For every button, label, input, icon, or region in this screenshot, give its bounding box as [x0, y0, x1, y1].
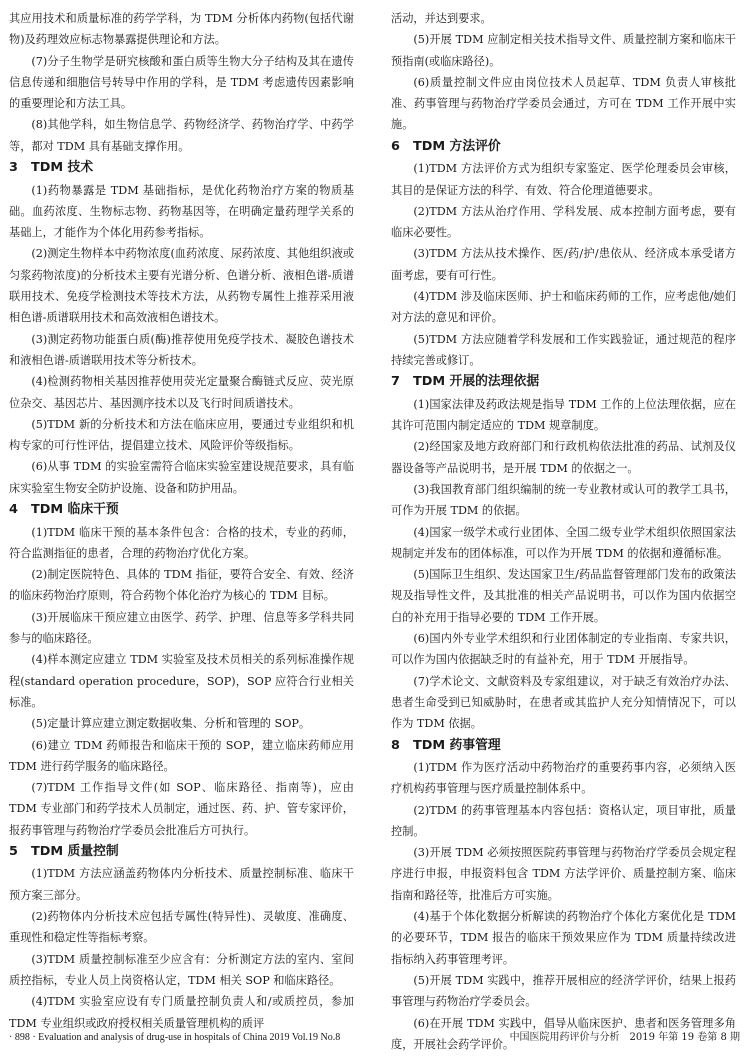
paragraph: (3)TDM 方法从技术操作、医/药/护/患依从、经济成本承受诸方面考虑，要有可行性。 — [391, 247, 736, 282]
section-number: 8 — [391, 737, 400, 753]
paragraph: (5)TDM 方法应随着学科发展和工作实践验证，通过规范的程序持续完善或修订。 — [391, 332, 736, 367]
paragraph: (3)测定药物功能蛋白质(酶)推荐使用免疫学技术、凝胶色谱技术和液相色谱-质谱联用技术等分析技术。 — [9, 332, 354, 367]
section-title: TDM 方法评价 — [413, 138, 501, 154]
section-number: 7 — [391, 374, 400, 390]
paragraph: (2)TDM 的药事管理基本内容包括：资格认定，项目审批，质量控制。 — [391, 803, 736, 838]
paragraph: (5)开展 TDM 应制定相关技术指导文件、质量控制方案和临床干预指南(或临床路径)。 — [391, 33, 736, 68]
paragraph: (2)测定生物样本中药物浓度(血药浓度、尿药浓度、其他组织液或匀浆药物浓度)的分析技术主要有光谱分析、色谱分析、液相色谱-质谱联用技术、免疫学检测技术等技术方法，从药物专属性上推荐采用液相色谱-质谱联用技术和高效液相色谱技术。 — [9, 247, 354, 325]
right-column — [391, 8, 736, 1055]
paragraph: (6)建立 TDM 药师报告和临床干预的 SOP，建立临床药师应用 TDM 进行药学服务的临床路径。 — [9, 738, 354, 773]
paragraph: (1)TDM 方法应涵盖药物体内分析技术、质量控制标准、临床干预方案三部分。 — [9, 867, 354, 902]
paragraph: (4)国家一级学术或行业团体、全国二级专业学术组织依照国家法规制定并发布的团体标准，可以作为开展 TDM 的依据和遵循标准。 — [391, 525, 736, 560]
paragraph: (4)检测药物相关基因推荐使用荧光定量聚合酶链式反应、荧光原位杂交、基因芯片、基因测序技术以及飞行时间质谱技术。 — [9, 375, 354, 410]
paragraph: (1)TDM 作为医疗活动中药物治疗的重要药事内容，必须纳入医疗机构药事管理与医疗质量控制体系中。 — [391, 761, 736, 796]
paragraph: (2)TDM 方法从治疗作用、学科发展、成本控制方面考虑，要有临床必要性。 — [391, 204, 736, 240]
paragraph: (1)TDM 方法评价方式为组织专家鉴定、医学伦理委员会审核，其目的是保证方法的科学、有效、符合伦理道德要求。 — [391, 162, 736, 197]
paragraph: (7)分子生物学是研究核酸和蛋白质等生物大分子结构及其在遗传信息传递和细胞信号转导中作用的学科，是 TDM 考虑遗传因素影响的重要理论和方法工具。 — [9, 54, 354, 111]
section-number: 3 — [9, 160, 18, 176]
section-heading-7 — [391, 371, 736, 394]
section-title: TDM 临床干预 — [31, 502, 119, 518]
paragraph: (7)TDM 工作指导文件(如 SOP、临床路径、指南等)，应由 TDM 专业部门和药学技术人员制定，通过医、药、护、管专家评价，报药事管理与药物治疗学委员会批准后方可执行。 — [9, 781, 354, 837]
paragraph: (1)国家法律及药政法规是指导 TDM 工作的上位法理依据，应在其许可范围内制定适应的 TDM 规章制度。 — [391, 397, 736, 433]
paragraph: (6)从事 TDM 的实验室需符合临床实验室建设规范要求，具有临床实验室生物安全防护设施、设备和防护用品。 — [9, 460, 354, 495]
paragraph: (1)TDM 临床干预的基本条件包含：合格的技术，专业的药师，符合监测指征的患者，合理的药物治疗优化方案。 — [9, 525, 354, 560]
paragraph: (6)在开展 TDM 实践中，倡导从临床医护、患者和医务管理多角度，开展社会药学评价。 — [391, 1016, 736, 1051]
paragraph: (2)药物体内分析技术应包括专属性(特异性)、灵敏度、准确度、重现性和稳定性等指标考察。 — [9, 910, 354, 945]
footer-journal-cn: 中国医院用药评价与分析 2019 年第 19 卷第 8 期 — [509, 1032, 740, 1043]
paragraph: (5)TDM 新的分析技术和方法在临床应用，要通过专业组织和机构专家的可行性评估，提倡建立技术、风险评价等级指标。 — [9, 417, 354, 453]
page-footer — [0, 1028, 750, 1048]
paragraph: (2)制定医院特色、具体的 TDM 指征，要符合安全、有效、经济的临床药物治疗原则，符合药物个体化治疗为核心的 TDM 目标。 — [9, 568, 354, 603]
paragraph: (8)其他学科，如生物信息学、药物经济学、药物治疗学、中药学等，都对 TDM 具有基础支撑作用。 — [9, 118, 354, 153]
section-title: TDM 技术 — [31, 160, 94, 176]
paragraph: (4)TDM 涉及临床医师、护士和临床药师的工作，应考虑他/她们对方法的意见和评价。 — [391, 290, 736, 325]
paragraph: (3)我国教育部门组织编制的统一专业教材或认可的教学工具书，可作为开展 TDM 的依据。 — [391, 482, 736, 518]
paragraph: (3)TDM 质量控制标准至少应含有：分析测定方法的室内、室间质控指标，专业人员上岗资格认定，TDM 相关 SOP 和临床路径。 — [9, 952, 354, 987]
section-title: TDM 药事管理 — [413, 737, 501, 753]
paragraph: (3)开展临床干预应建立由医学、药学、护理、信息等多学科共同参与的临床路径。 — [9, 610, 354, 646]
paragraph: (4)TDM 实验室应设有专门质量控制负责人和/或质控员，参加 TDM 专业组织或政府授权相关质量管理机构的质评 — [9, 995, 354, 1030]
paragraph: (4)基于个体化数据分析解读的药物治疗个体化方案优化是 TDM 的必要环节，TDM 报告的临床干预效果应作为 TDM 质量持续改进指标纳入药事管理考评。 — [391, 910, 736, 966]
section-heading-4 — [9, 499, 354, 522]
section-heading-6 — [391, 136, 736, 159]
paragraph: (1)药物暴露是 TDM 基础指标，是优化药物治疗方案的物质基础。血药浓度、生物标志物、药物基因等，在明确定量药理学关系的基础上，才能作为个体化用药参考指标。 — [9, 183, 354, 240]
paragraph: (4)样本测定应建立 TDM 实验室及技术员相关的系列标准操作规程(standard operation procedure，SOP)，SOP 应符合行业相关标准。 — [9, 653, 354, 709]
paragraph: (5)定量计算应建立测定数据收集、分析和管理的 SOP。 — [31, 717, 311, 731]
paragraph: (3)开展 TDM 必须按照医院药事管理与药物治疗学委员会规定程序进行申报，申报资料包含 TDM 方法学评价、质量控制方案、临床指南和路径等，批准后方可实施。 — [391, 846, 736, 902]
paragraph: (2)经国家及地方政府部门和行政机构依法批准的药品、试剂及仪器设备等产品说明书，是开展 TDM 的依据之一。 — [391, 440, 736, 475]
paragraph: (6)质量控制文件应由岗位技术人员起草、TDM 负责人审核批准、药事管理与药物治疗学委员会通过，方可在 TDM 工作开展中实施。 — [391, 75, 736, 132]
paragraph: 其应用技术和质量标准的药学学科，为 TDM 分析体内药物(包括代谢物)及药理效应标志物暴露提供理论和方法。 — [9, 12, 354, 47]
paragraph: (6)国内外专业学术组织和行业团体制定的专业指南、专家共识，可以作为国内依据缺乏时的有益补充，用于 TDM 开展指导。 — [391, 632, 736, 667]
left-column — [9, 8, 354, 1034]
section-heading-5 — [9, 841, 354, 864]
paragraph: (7)学术论文、文献资料及专家组建议，对于缺乏有效治疗办法、患者生命受到已知威胁时，在患者或其监护人充分知情情况下，可以作为 TDM 依据。 — [391, 674, 736, 731]
section-title: TDM 质量控制 — [31, 843, 119, 859]
paragraph: (5)开展 TDM 实践中，推荐开展相应的经济学评价，结果上报药事管理与药物治疗学委员会。 — [391, 973, 736, 1009]
section-number: 6 — [391, 138, 400, 154]
footer-journal-en: · 898 · Evaluation and analysis of drug-use in hospitals of China 2019 Vol.19 No.8 — [9, 1032, 341, 1043]
section-title: TDM 开展的法理依据 — [413, 374, 540, 390]
section-heading-3 — [9, 157, 354, 180]
section-number: 4 — [9, 502, 18, 518]
paragraph: (5)国际卫生组织、发达国家卫生/药品监督管理部门发布的政策法规及指导性文件，及其批准的相关产品说明书，可以作为国内依据空白的补充用于指导必要的 TDM 工作开展。 — [391, 568, 736, 624]
section-heading-8 — [391, 735, 736, 758]
section-number: 5 — [9, 843, 18, 859]
paragraph: 活动，并达到要求。 — [391, 12, 492, 25]
